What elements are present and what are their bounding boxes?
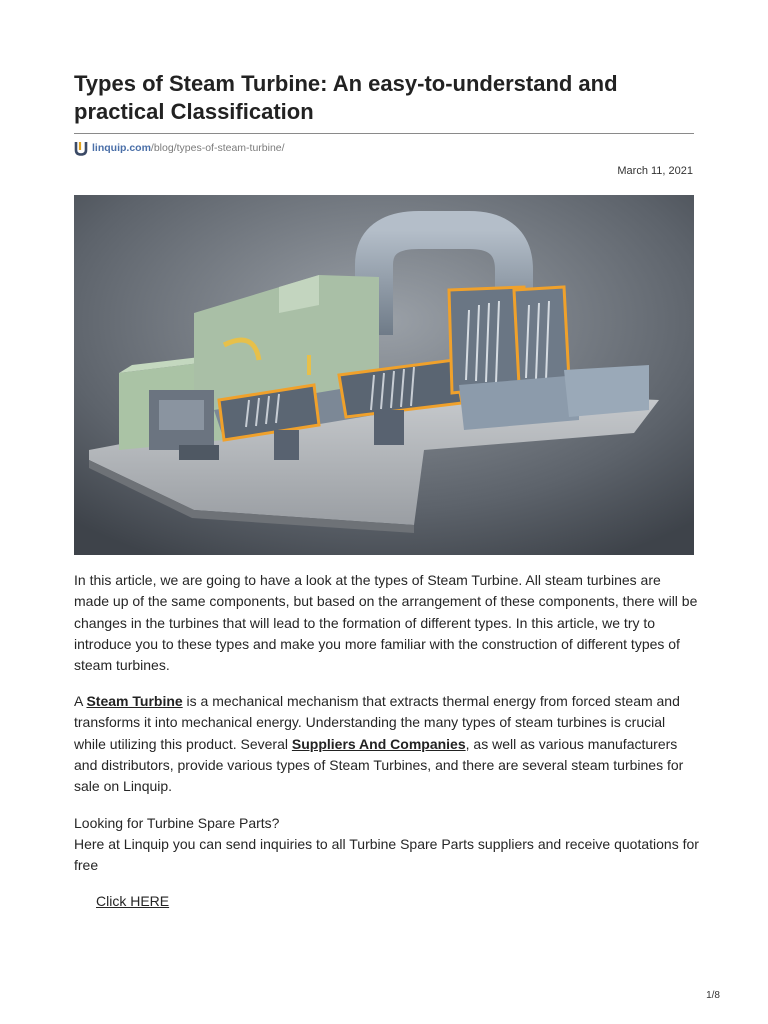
spare-parts-heading: Looking for Turbine Spare Parts? bbox=[74, 815, 280, 831]
source-domain[interactable]: linquip.com bbox=[92, 142, 151, 154]
source-path[interactable]: /blog/types-of-steam-turbine/ bbox=[150, 142, 285, 154]
title-divider bbox=[74, 133, 694, 134]
intro-paragraph: In this article, we are going to have a look at the types of Steam Turbine. All steam turbines are made up of the same components, but based on the arrangement of these components, there will be changes in the turbines that will lead to the formation of different types. In this article, we try to introduce you to these types and make you more familiar with the construction of different types of steam turbines. bbox=[74, 572, 698, 674]
suppliers-companies-link[interactable]: Suppliers And Companies bbox=[291, 735, 466, 752]
source-link[interactable] bbox=[74, 140, 285, 156]
steam-turbine-cutaway-illustration-icon bbox=[74, 195, 694, 555]
publish-date: March 11, 2021 bbox=[617, 165, 693, 177]
linquip-logo-icon bbox=[74, 141, 88, 156]
p2-suffix: , as well as various manufacturers and distributors, provide various types of Steam Turbines, and there are several steam turbines for sale on Linquip. bbox=[74, 735, 684, 795]
click-here-link[interactable]: Click HERE bbox=[96, 893, 170, 909]
page-number: 1/8 bbox=[706, 990, 720, 1001]
p2-prefix: A bbox=[74, 693, 87, 709]
p2-middle: is a mechanical mechanism that extracts thermal energy from forced steam and transforms it into mechanical energy. Understanding the many types of steam turbines is crucial while utilizing this product. Several bbox=[74, 693, 680, 752]
hero-image bbox=[74, 195, 694, 555]
definition-paragraph bbox=[74, 691, 699, 797]
spare-parts-text: Here at Linquip you can send inquiries to all Turbine Spare Parts suppliers and receive quotations for free bbox=[74, 836, 699, 874]
article-title: Types of Steam Turbine: An easy-to-understand and practical Classification bbox=[74, 71, 618, 124]
steam-turbine-link[interactable]: Steam Turbine bbox=[86, 693, 183, 709]
